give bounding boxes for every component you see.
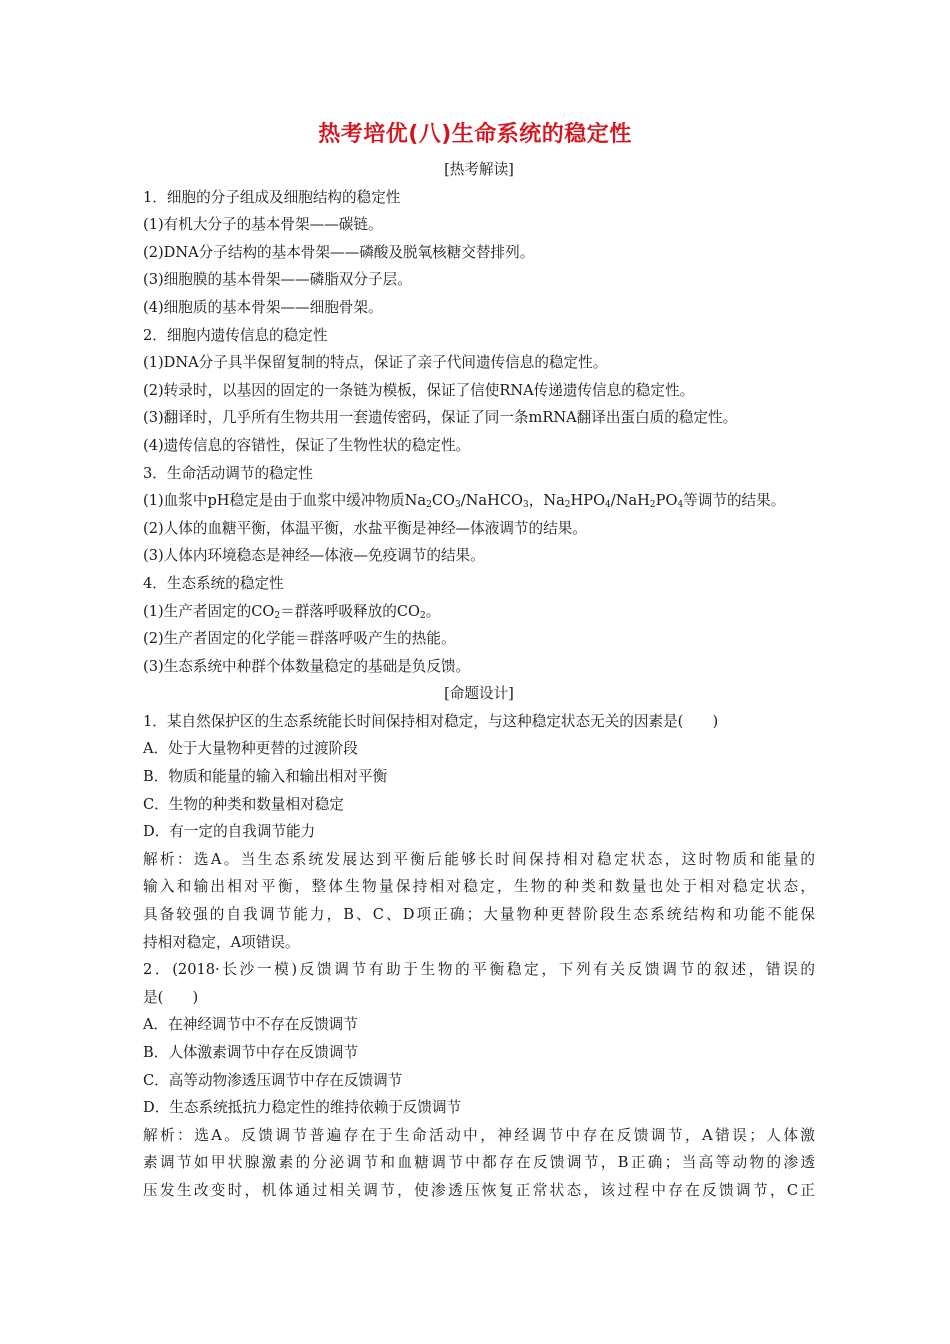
question-2-stem-cont: 是( ) xyxy=(143,988,199,1006)
reading-point-3-item: (3)人体内环境稳态是神经—体液—免疫调节的结果。 xyxy=(143,547,485,565)
reading-point-4-item: (1)生产者固定的$CO_2=$群落呼吸释放的$CO_2$。 xyxy=(143,602,441,621)
section-heading-questions: [命题设计] xyxy=(444,685,514,703)
question-1-analysis-line: 解析：选A。当生态系统发展达到平衡后能够长时间保持相对稳定状态，这时物质和能量的 xyxy=(143,850,815,868)
reading-point-3-item: (1)血浆中pH稳定是由于血浆中缓冲物质$Na_2CO_3/NaHCO_3$，$Na_2HPO_4/NaH_2PO_4$等调节的结果。 xyxy=(143,492,786,511)
reading-point-3-title: 3．生命活动调节的稳定性 xyxy=(143,464,313,482)
question-1-option: D．有一定的自我调节能力 xyxy=(143,823,316,841)
question-2-option: D．生态系统抵抗力稳定性的维持依赖于反馈调节 xyxy=(143,1099,462,1117)
reading-point-2-title: 2．细胞内遗传信息的稳定性 xyxy=(143,326,328,344)
question-1-analysis-line: 输入和输出相对平衡，整体生物量保持相对稳定，生物的种类和数量也处于相对稳定状态， xyxy=(143,878,815,896)
question-2-stem: 2．(2018·长沙一模)反馈调节有助于生物的平衡稳定，下列有关反馈调节的叙述，错误的 xyxy=(143,961,815,979)
reading-point-4-item: (3)生态系统中种群个体数量稳定的基础是负反馈。 xyxy=(143,657,471,675)
reading-point-2-item: (3)翻译时，几乎所有生物共用一套遗传密码，保证了同一条mRNA翻译出蛋白质的稳定性。 xyxy=(143,409,738,427)
section-heading-reading: [热考解读] xyxy=(444,161,514,178)
question-2-option: A．在神经调节中不存在反馈调节 xyxy=(143,1016,358,1034)
reading-point-1-item: (3)细胞膜的基本骨架——磷脂双分子层。 xyxy=(143,271,412,289)
reading-point-2-item: (1)DNA分子具半保留复制的特点，保证了亲子代间遗传信息的稳定性。 xyxy=(143,354,608,372)
page-title: 热考培优(八)生命系统的稳定性 xyxy=(318,122,632,147)
reading-point-4-item: (2)生产者固定的化学能＝群落呼吸产生的热能。 xyxy=(143,630,456,648)
reading-point-1-item: (2)DNA分子结构的基本骨架——磷酸及脱氧核糖交替排列。 xyxy=(143,243,535,261)
question-2-option: C．高等动物渗透压调节中存在反馈调节 xyxy=(143,1071,403,1089)
question-2-analysis-line: 素调节如甲状腺激素的分泌调节和血糖调节中都存在反馈调节，B正确；当高等动物的渗透 xyxy=(143,1154,815,1172)
question-2-analysis-line: 压发生改变时，机体通过相关调节，使渗透压恢复正常状态，该过程中存在反馈调节，C正 xyxy=(143,1181,815,1199)
reading-point-2-item: (2)转录时，以基因的固定的一条链为模板，保证了信使RNA传递遗传信息的稳定性。 xyxy=(143,381,695,399)
reading-point-1-item: (1)有机大分子的基本骨架——碳链。 xyxy=(143,216,383,234)
reading-point-1-item: (4)细胞质的基本骨架——细胞骨架。 xyxy=(143,298,383,316)
reading-point-3-item: (2)人体的血糖平衡，体温平衡，水盐平衡是神经—体液调节的结果。 xyxy=(143,519,587,537)
question-1-analysis-line: 具备较强的自我调节能力，B、C、D项正确；大量物种更替阶段生态系统结构和功能不能保 xyxy=(143,906,815,924)
reading-point-1-title: 1．细胞的分子组成及细胞结构的稳定性 xyxy=(143,188,401,206)
question-1-option: B．物质和能量的输入和输出相对平衡 xyxy=(143,768,388,786)
question-1-analysis-line: 持相对稳定，A项错误。 xyxy=(143,933,300,951)
question-2-analysis-line: 解析：选A。反馈调节普遍存在于生命活动中，神经调节中存在反馈调节，A错误；人体激 xyxy=(143,1126,815,1144)
document-body xyxy=(143,156,815,1205)
question-1-option: A．处于大量物种更替的过渡阶段 xyxy=(143,740,358,758)
reading-point-2-item: (4)遗传信息的容错性，保证了生物性状的稳定性。 xyxy=(143,436,471,454)
question-1-option: C．生物的种类和数量相对稳定 xyxy=(143,795,344,813)
question-1-stem: 1．某自然保护区的生态系统能长时间保持相对稳定，与这种稳定状态无关的因素是( ) xyxy=(143,712,719,730)
question-2-option: B．人体激素调节中存在反馈调节 xyxy=(143,1044,359,1061)
reading-point-4-title: 4．生态系统的稳定性 xyxy=(143,574,284,592)
